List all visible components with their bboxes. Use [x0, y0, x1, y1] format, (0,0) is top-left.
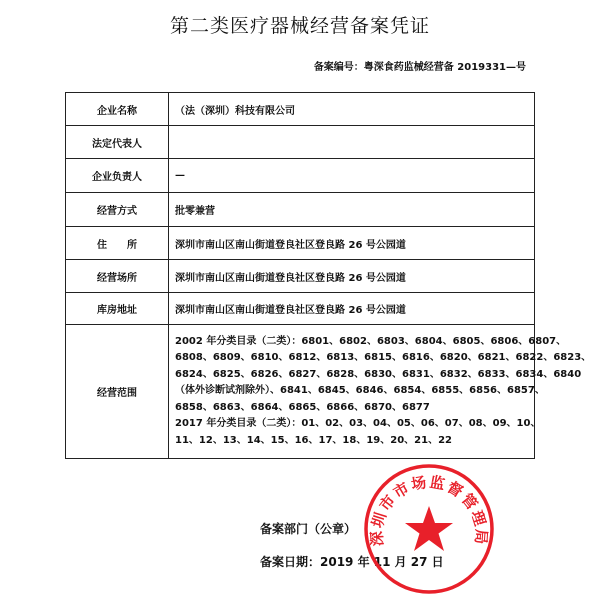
scope-line: 2002 年分类目录（二类）：6801、6802、6803、6804、6805、6806、6807、 [175, 335, 567, 347]
business-scope [169, 325, 592, 459]
scope-line: 6808、6809、6810、6812、6813、6815、6816、6820、6821、6822、6823、 [175, 352, 592, 364]
company-name-value: （法（深圳）科技有限公司 [169, 93, 535, 126]
scope-label: 经营范围 [66, 325, 169, 459]
filing-date: 备案日期：2019 年 11 月 27 日 [260, 555, 444, 569]
table-row [66, 126, 535, 159]
row-label: 企业负责人 [66, 159, 169, 193]
premises-value: 深圳市南山区南山街道登良社区登良路 26 号公园道 [169, 260, 535, 293]
residence-value: 深圳市南山区南山街道登良社区登良路 26 号公园道 [169, 227, 535, 260]
table-row [66, 193, 535, 227]
filing-number: 备案编号：粤深食药监械经营备 2019331—号 [313, 62, 526, 73]
row-label: 经营场所 [66, 260, 169, 293]
scope-line: 6824、6825、6826、6827、6828、6830、6831、6832、6833、6834、6840 [175, 368, 582, 380]
scope-line: 11、12、13、14、15、16、17、18、19、20、21、22 [175, 434, 452, 446]
table-row [66, 227, 535, 260]
legal-rep-value [169, 126, 535, 159]
table-row [66, 325, 535, 459]
scope-line: 6858、6863、6864、6865、6866、6870、6877 [175, 401, 430, 413]
row-label: 法定代表人 [66, 126, 169, 159]
row-label: 企业名称 [66, 93, 169, 126]
scope-line: （体外诊断试剂除外）、6841、6845、6846、6854、6855、6856、6857、 [175, 385, 545, 397]
official-seal [362, 462, 496, 596]
certificate-table [65, 92, 592, 459]
scope-line: 2017 年分类目录（二类）：01、02、03、04、05、06、07、08、09、10、 [175, 418, 541, 430]
manager-value: — [169, 159, 535, 193]
seal-star-icon [405, 506, 453, 551]
row-label: 库房地址 [66, 293, 169, 325]
table-row [66, 260, 535, 293]
warehouse-value: 深圳市南山区南山街道登良社区登良路 26 号公园道 [169, 293, 535, 325]
page-title: 第二类医疗器械经营备案凭证 [169, 15, 430, 37]
seal-text-path: 深圳市市场监督管理局 [367, 472, 491, 547]
table-row [66, 293, 535, 325]
table-row [66, 159, 535, 193]
table-row [66, 93, 535, 126]
row-label: 经营方式 [66, 193, 169, 227]
filing-department: 备案部门（公章） [260, 522, 357, 536]
business-mode-value: 批零兼营 [169, 193, 535, 227]
row-label: 住 所 [66, 227, 169, 260]
